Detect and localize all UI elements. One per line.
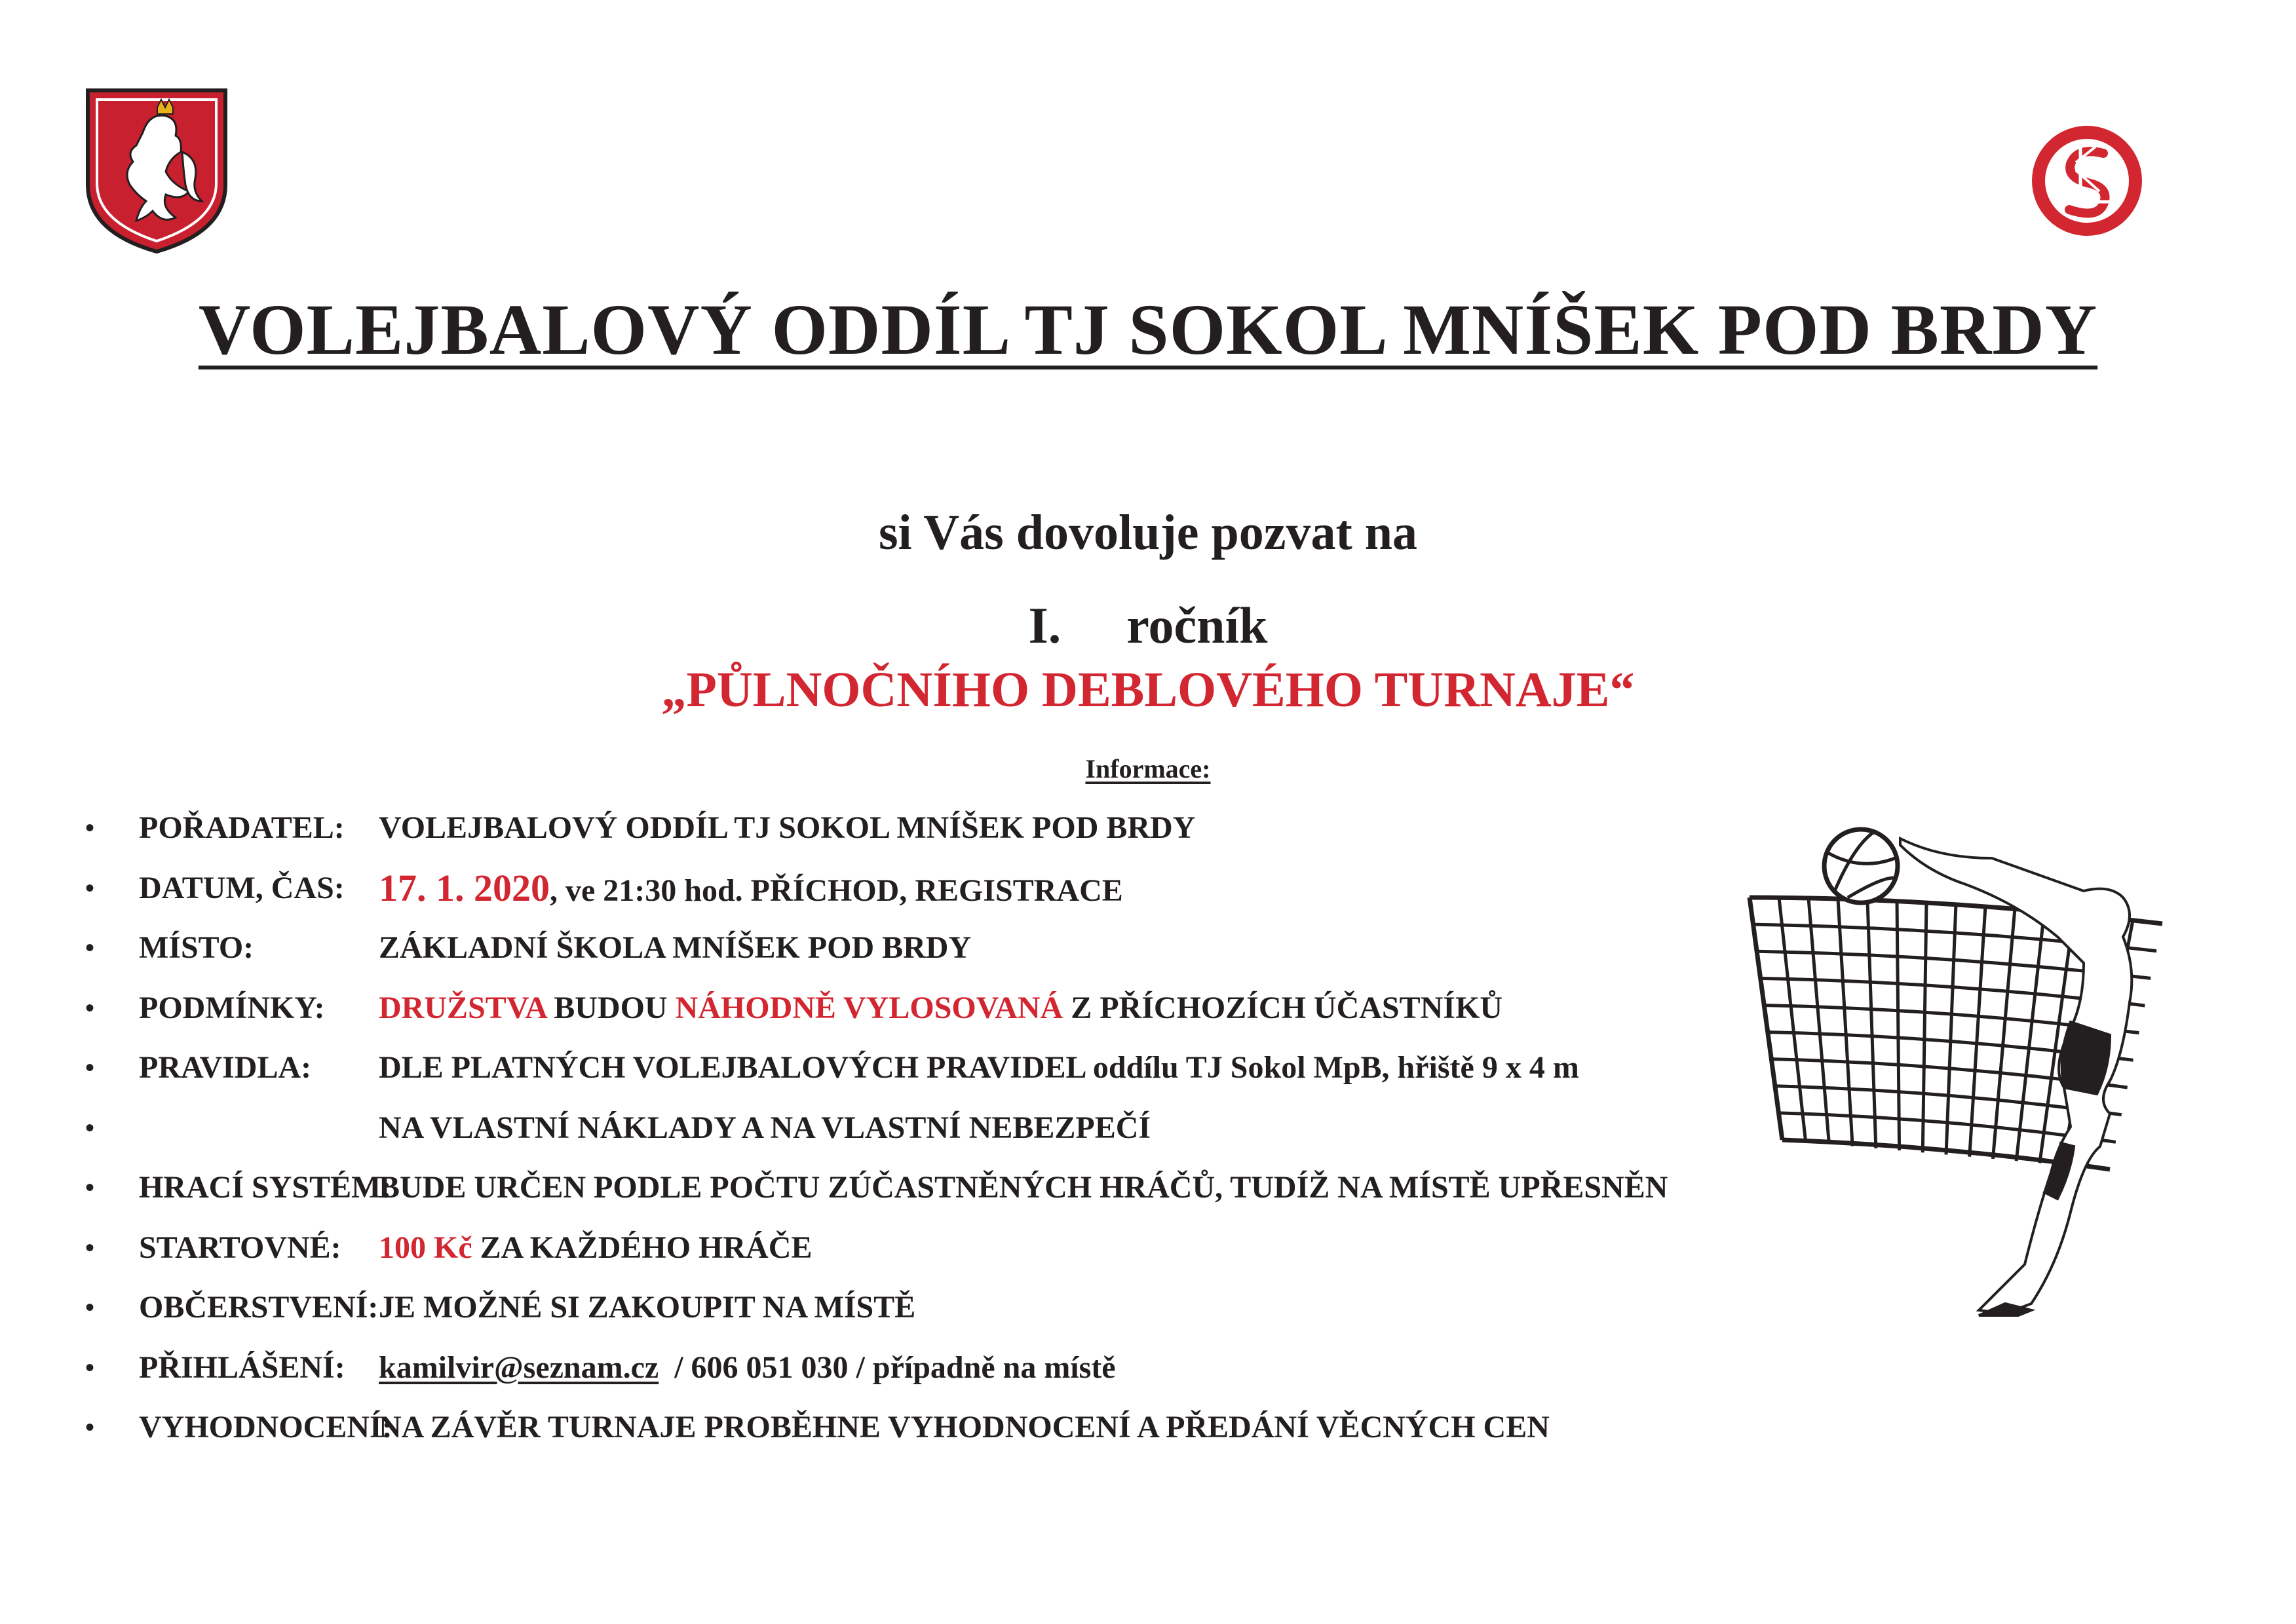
item-label: PODMÍNKY:	[139, 990, 325, 1025]
item-value	[379, 1338, 1116, 1398]
net-vertical-line	[1867, 899, 1876, 1148]
bullet-icon: •	[85, 1112, 95, 1142]
czech-lion-coat-of-arms-icon	[84, 86, 229, 255]
list-item	[0, 1277, 1769, 1338]
net-vertical-line	[1838, 899, 1852, 1146]
net-vertical-line	[2016, 911, 2044, 1161]
bullet-icon: •	[85, 1412, 95, 1442]
invitation-line: si Vás dovoluje pozvat na	[878, 505, 1418, 560]
info-heading-text: Informace:	[1085, 754, 1211, 784]
volleyball-player-illustration	[1743, 806, 2215, 1317]
item-value: DLE PLATNÝCH VOLEJBALOVÝCH PRAVIDEL oddílu TJ Sokol MpB, hřiště 9 x 4 m	[379, 1050, 1579, 1085]
conditions-red-1: DRUŽSTVA	[379, 990, 546, 1025]
item-value: VOLEJBALOVÝ ODDÍL TJ SOKOL MNÍŠEK POD BRDY	[379, 810, 1196, 845]
tournament-name: „PŮLNOČNÍHO DEBLOVÉHO TURNAJE“	[661, 662, 1635, 717]
bullet-icon: •	[85, 813, 95, 842]
event-time: , ve 21:30 hod. PŘÍCHOD, REGISTRACE	[550, 873, 1123, 908]
conditions-text-1: BUDOU	[546, 990, 676, 1025]
info-list	[0, 798, 1769, 1458]
item-label: STARTOVNÉ:	[139, 1230, 341, 1265]
bullet-icon: •	[85, 1173, 95, 1202]
item-value: ZÁKLADNÍ ŠKOLA MNÍŠEK POD BRDY	[379, 930, 972, 965]
item-label: PŘIHLÁŠENÍ:	[139, 1350, 345, 1385]
net-vertical-line	[1779, 897, 1806, 1142]
list-item	[0, 1098, 1769, 1158]
bullet-icon: •	[85, 873, 95, 903]
contact-phone: / 606 051 030 / případně na místě	[659, 1350, 1116, 1385]
list-item	[0, 798, 1769, 858]
page-title	[0, 288, 2296, 371]
item-value: JE MOŽNÉ SI ZAKOUPIT NA MÍSTĚ	[379, 1290, 916, 1325]
bullet-icon: •	[85, 992, 95, 1023]
entry-fee: 100 Kč	[379, 1230, 472, 1265]
bullet-icon: •	[85, 1232, 95, 1262]
net-vertical-line	[1946, 904, 1956, 1155]
item-label: MÍSTO:	[139, 930, 254, 965]
list-item	[0, 1158, 1769, 1218]
item-value	[379, 978, 1502, 1038]
list-item	[0, 1218, 1769, 1278]
bullet-icon: •	[85, 933, 95, 962]
edition-line	[0, 596, 2296, 655]
event-date: 17. 1. 2020	[379, 866, 550, 909]
item-label: POŘADATEL:	[139, 810, 345, 845]
email-link[interactable]: kamilvir@seznam.cz	[379, 1350, 659, 1385]
edition-number: I.	[1028, 597, 1062, 654]
page-title-text: VOLEJBALOVÝ ODDÍL TJ SOKOL MNÍŠEK POD BRDY	[198, 290, 2098, 369]
item-value	[379, 858, 1123, 921]
item-label: PRAVIDLA:	[139, 1050, 312, 1085]
list-item	[0, 1397, 1769, 1458]
item-value: NA VLASTNÍ NÁKLADY A NA VLASTNÍ NEBEZPEČÍ	[379, 1110, 1151, 1145]
list-item	[0, 1338, 1769, 1398]
bullet-icon: •	[85, 1053, 95, 1082]
net-vertical-line	[1970, 906, 1985, 1157]
item-value	[379, 1218, 812, 1278]
bullet-icon: •	[85, 1293, 95, 1322]
net-vertical-line	[1897, 901, 1900, 1150]
volleyball-icon	[1824, 829, 1898, 903]
item-label: DATUM, ČAS:	[139, 870, 345, 905]
net-vertical-line	[1993, 909, 2015, 1159]
edition-word: ročník	[1126, 597, 1268, 654]
sokol-logo-icon	[2005, 123, 2169, 238]
conditions-red-2: NÁHODNĚ VYLOSOVANÁ	[675, 990, 1063, 1025]
info-heading	[0, 753, 2296, 784]
net-vertical-line	[1808, 898, 1829, 1144]
net-vertical-line	[1923, 902, 1926, 1152]
bullet-icon: •	[85, 1352, 95, 1382]
item-label: HRACÍ SYSTÉM:	[139, 1170, 392, 1205]
item-label: OBČERSTVENÍ:	[139, 1290, 379, 1325]
entry-fee-text: ZA KAŽDÉHO HRÁČE	[472, 1230, 813, 1265]
list-item	[0, 978, 1769, 1038]
item-label: VYHODNOCENÍ:	[139, 1410, 392, 1445]
list-item	[0, 858, 1769, 918]
list-item	[0, 1038, 1769, 1098]
list-item	[0, 918, 1769, 978]
conditions-text-2: Z PŘÍCHOZÍCH ÚČASTNÍKŮ	[1063, 990, 1502, 1025]
item-value: NA ZÁVĚR TURNAJE PROBĚHNE VYHODNOCENÍ A PŘEDÁNÍ VĚCNÝCH CEN	[379, 1410, 1550, 1445]
item-value: BUDE URČEN PODLE POČTU ZÚČASTNĚNÝCH HRÁČŮ, TUDÍŽ NA MÍSTĚ UPŘESNĚN	[379, 1170, 1668, 1205]
